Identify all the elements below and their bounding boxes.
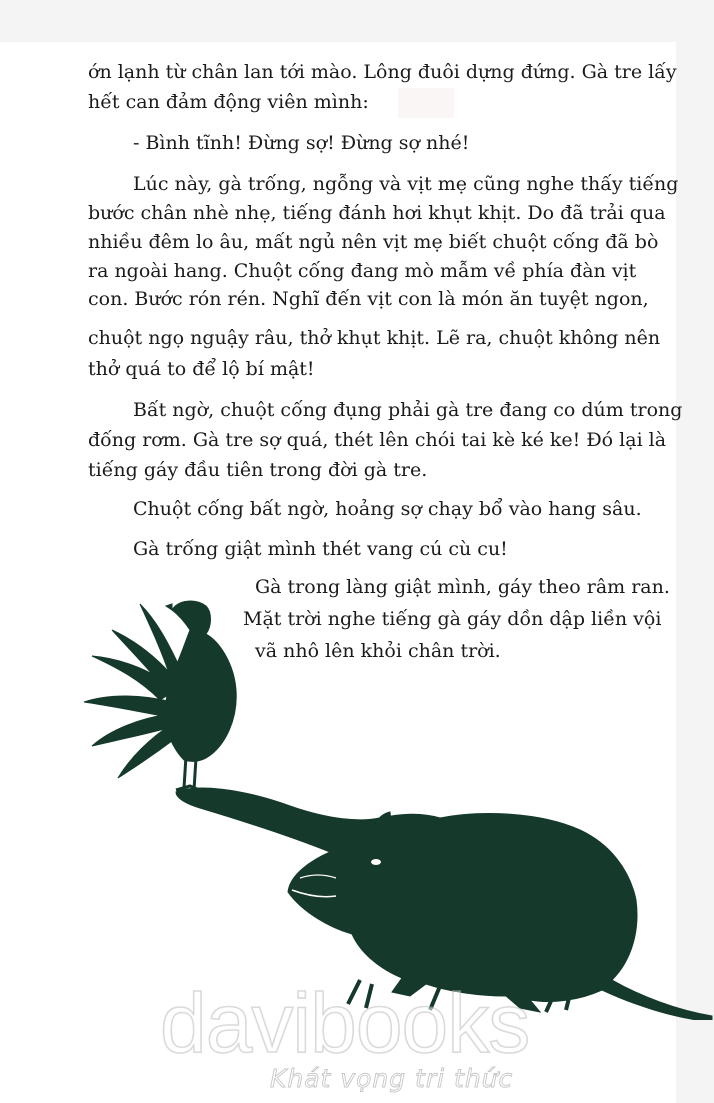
text-line-18: vã nhô lên khỏi chân trời.: [255, 640, 501, 662]
text-line-8: con. Bước rón rén. Nghĩ đến vịt con là món ăn tuyệt ngon,: [88, 288, 649, 310]
text-line-2: hết can đảm động viên mình:: [88, 91, 369, 113]
text-line-10: thở quá to để lộ bí mật!: [88, 358, 315, 380]
text-line-3: - Bình tĩnh! Đừng sợ! Đừng sợ nhé!: [133, 132, 470, 154]
text-line-12: đống rơm. Gà tre sợ quá, thét lên chói tai kè ké ke! Đó lại là: [88, 429, 667, 451]
text-line-11: Bất ngờ, chuột cống đụng phải gà tre đang co dúm trong: [133, 399, 683, 421]
rooster-and-rat-illustration: [0, 560, 714, 1020]
text-line-9: chuột ngọ nguậy râu, thở khụt khịt. Lẽ ra, chuột không nên: [88, 327, 661, 349]
text-line-14: Chuột cống bất ngờ, hoảng sợ chạy bổ vào hang sâu.: [133, 498, 642, 520]
watermark-slogan: Khát vọng tri thức: [270, 1064, 514, 1093]
text-line-6: nhiều đêm lo âu, mất ngủ nên vịt mẹ biết chuột cống đã bò: [88, 231, 659, 253]
text-line-16: Gà trong làng giật mình, gáy theo râm ran.: [255, 576, 670, 598]
text-line-15: Gà trống giật mình thét vang cú cù cu!: [133, 538, 508, 560]
text-line-17: Mặt trời nghe tiếng gà gáy dồn dập liền vội: [243, 608, 662, 630]
text-line-4: Lúc này, gà trống, ngỗng và vịt mẹ cũng nghe thấy tiếng: [133, 173, 679, 195]
text-line-5: bước chân nhè nhẹ, tiếng đánh hơi khụt khịt. Do đã trải qua: [88, 202, 666, 224]
text-line-7: ra ngoài hang. Chuột cống đang mò mẫm về phía đàn vịt: [88, 260, 637, 282]
watermark-logo: davibooks: [160, 976, 530, 1070]
text-line-13: tiếng gáy đầu tiên trong đời gà tre.: [88, 459, 428, 481]
rooster-illustration: [84, 601, 236, 792]
text-line-1: ớn lạnh từ chân lan tới mào. Lông đuôi dựng đứng. Gà tre lấy: [88, 61, 677, 83]
